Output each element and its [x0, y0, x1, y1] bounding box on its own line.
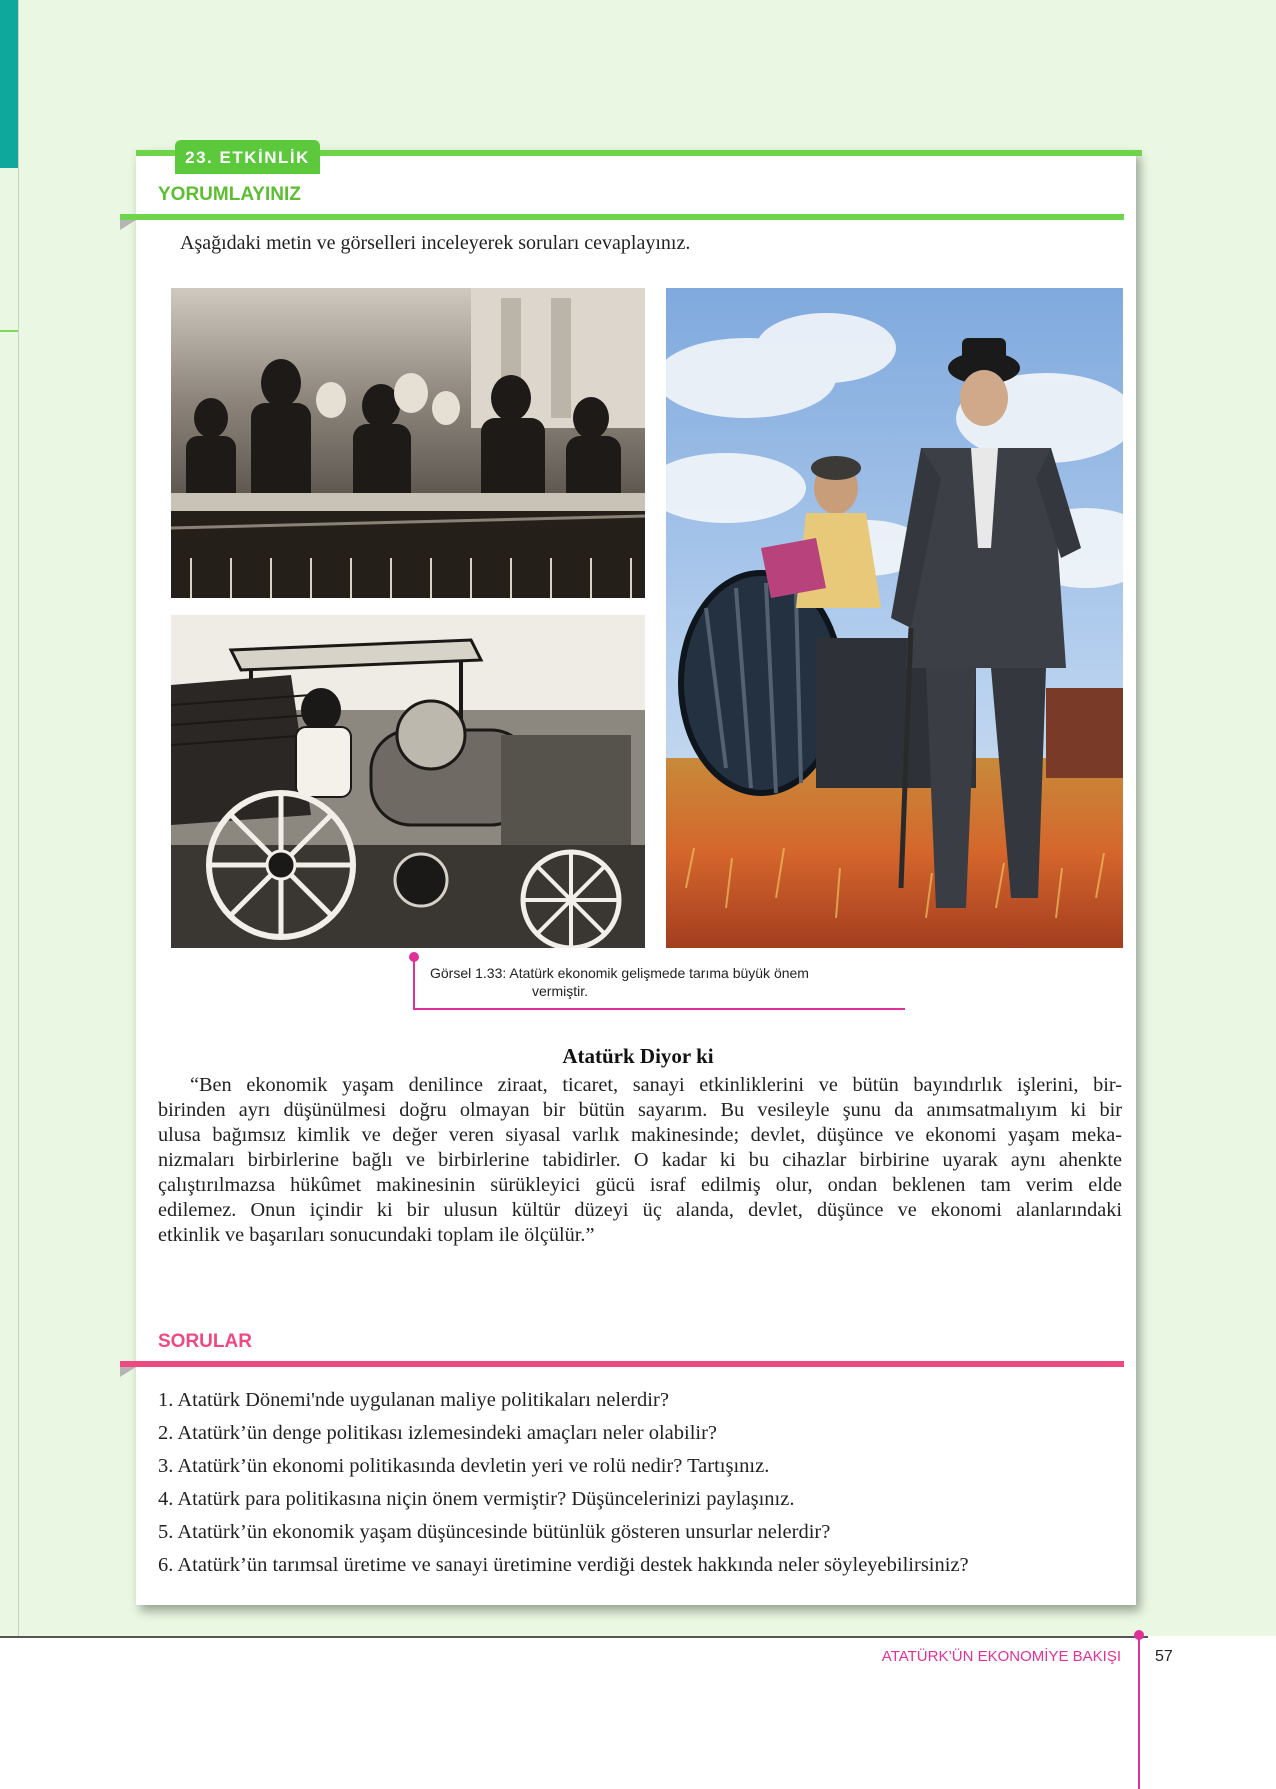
quote-line: ulusa bağımsız kimlik ve değer veren siyasal varlık makinesinde; devlet, düşünce ve ekonomi yaşam meka- — [158, 1124, 1122, 1146]
figure-caption-line1: Görsel 1.33: Atatürk ekonomik gelişmede tarıma büyük önem — [430, 965, 809, 981]
chapter-tab-marker — [0, 0, 18, 168]
photo-group-exhibition — [171, 288, 645, 598]
figure-caption-line2: vermiştir. — [532, 983, 588, 999]
quote-body — [158, 1073, 1122, 1248]
photo-field-image — [666, 288, 1123, 948]
quote-line: edilemez. Onun içindir ki bir ulusun kültür düzeyi üç alanda, devlet, düşünce ve ekonomi alanlarındaki — [158, 1199, 1122, 1221]
section-rule-green — [120, 214, 1124, 220]
photo-group-exhibition-image — [171, 288, 645, 598]
photo-atatürk-field — [666, 288, 1123, 948]
page-number: 57 — [1155, 1648, 1173, 1665]
quote-line: etkinlik ve başarıları sonucundaki toplam ile ölçülür.” — [158, 1224, 595, 1246]
activity-badge: 23. ETKİNLİK — [175, 140, 320, 174]
quote-line: birinden ayrı düşünülmesi doğru olmayan bir bütün sayarım. Bu vesileyle şunu da anımsatmalıyım ki bir — [158, 1099, 1122, 1121]
footer-chapter-title: ATATÜRK’ÜN EKONOMİYE BAKIŞI — [881, 1648, 1121, 1665]
footer-divider — [0, 1636, 1148, 1638]
quote-line: nizmaları birbirlerine bağlı ve birbirlerine tabidirler. O kadar ki bu cihazlar birbirine uyarak aynı ahenkte — [158, 1149, 1122, 1171]
quote-line: “Ben ekonomik yaşam denilince ziraat, ticaret, sanayi etkinliklerini ve bütün bayındırlık işlerini, bir- — [190, 1074, 1122, 1096]
activity-instruction: Aşağıdaki metin ve görselleri inceleyerek soruları cevaplayınız. — [180, 232, 691, 254]
quote-line: çalıştırılmazsa hükûmet makinesinin sürükleyici gücü israf edilmiş olur, ondan beklenen tam verim elde — [158, 1174, 1122, 1196]
question-item: 3. Atatürk’ün ekonomi politikasında devletin yeri ve rolü nedir? Tartışınız. — [158, 1455, 770, 1477]
section-rule-fold — [120, 220, 136, 230]
question-item: 5. Atatürk’ün ekonomik yaşam düşüncesinde bütünlük gösteren unsurlar nelerdir? — [158, 1521, 831, 1543]
question-list — [158, 1386, 1118, 1584]
left-margin-accent — [0, 330, 18, 332]
question-item: 6. Atatürk’ün tarımsal üretime ve sanayi üretimine verdiği destek hakkında neler söyleyebilirsiniz? — [158, 1554, 969, 1576]
question-item: 4. Atatürk para politikasına niçin önem vermiştir? Düşüncelerinizi paylaşınız. — [158, 1488, 795, 1510]
question-item: 2. Atatürk’ün denge politikası izlemesindeki amaçları neler olabilir? — [158, 1422, 718, 1444]
question-item: 1. Atatürk Dönemi'nde uygulanan maliye politikaları nelerdir? — [158, 1389, 669, 1411]
section-title-sorular: SORULAR — [158, 1331, 252, 1352]
figure-caption — [430, 964, 890, 1000]
photo-tractor-harvester — [171, 615, 645, 948]
footer-marker-dot — [1134, 1630, 1144, 1640]
left-margin-rule — [18, 0, 19, 1636]
section-rule-pink — [120, 1361, 1124, 1367]
photo-tractor-harvester-image — [171, 615, 645, 948]
section-title-yorumlayiniz: YORUMLAYINIZ — [158, 184, 301, 205]
quote-heading: Atatürk Diyor ki — [562, 1044, 714, 1068]
footer-divider-line — [1138, 1634, 1140, 1789]
section-rule-pink-fold — [120, 1367, 136, 1377]
